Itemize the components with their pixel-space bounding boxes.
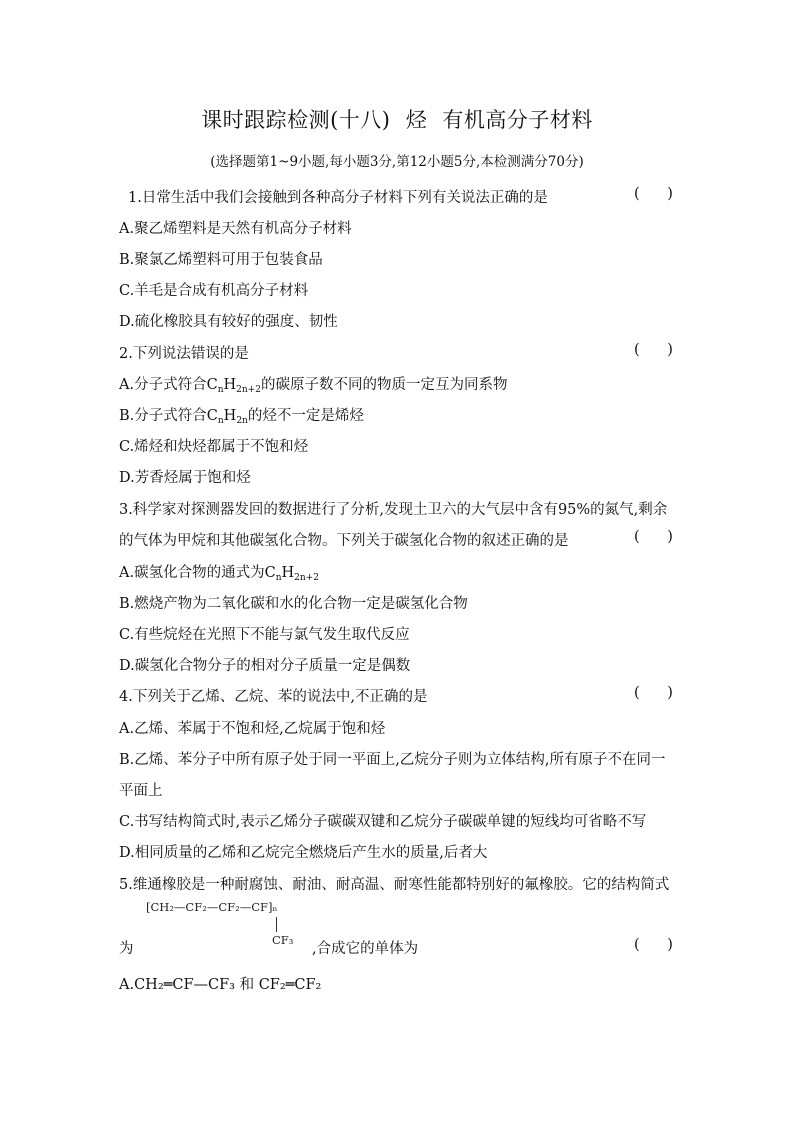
formula-cnh2n2: $C_nH_{2n+2}$ — [206, 377, 261, 395]
q2-option-a: A.分子式符合$C_nH_{2n+2}$的碳原子数不同的物质一定互为同系物 — [119, 377, 508, 395]
q4-option-b-line1: B.乙烯、苯分子中所有原子处于同一平面上,乙烷分子则为立体结构,所有原子不在同一 — [119, 752, 666, 768]
q5-stem-suffix: ,合成它的单体为 — [312, 941, 419, 957]
q2-answer-paren: ( ) — [634, 342, 673, 358]
q5-option-a: A.CH₂═CF—CF₃ 和 CF₂═CF₂ — [119, 977, 322, 993]
q4-option-a: A.乙烯、苯属于不饱和烃,乙烷属于饱和烃 — [119, 721, 386, 737]
title-topic-polymer: 有机高分子材料 — [442, 108, 593, 132]
q5-structure-formula: [CH₂—CF₂—CF₂—CF]ₙ — [146, 900, 278, 914]
q4-option-d: D.相同质量的乙烯和乙烷完全燃烧后产生水的质量,后者大 — [119, 845, 488, 861]
q5-stem-line1: 5.维通橡胶是一种耐腐蚀、耐油、耐高温、耐寒性能都特别好的氟橡胶。它的结构简式 — [119, 877, 670, 893]
q3-stem-line1: 3.科学家对探测器发回的数据进行了分析,发现土卫六的大气层中含有95%的氮气,剩余 — [119, 502, 668, 518]
q2-option-c: C.烯烃和炔烃都属于不饱和烃 — [119, 439, 309, 455]
q1-option-c: C.羊毛是合成有机高分子材料 — [119, 283, 309, 299]
q3-option-d: D.碳氢化合物分子的相对分子质量一定是偶数 — [119, 658, 411, 674]
q4-stem: 4.下列关于乙烯、乙烷、苯的说法中,不正确的是 — [119, 689, 428, 705]
q1-stem: 1.日常生活中我们会接触到各种高分子材料下列有关说法正确的是 — [128, 190, 548, 206]
q3-option-b: B.燃烧产物为二氧化碳和水的化合物一定是碳氢化合物 — [119, 596, 468, 612]
q5-stem-prefix: 为 — [119, 941, 134, 957]
q5-structure-branch-bond — [276, 917, 277, 932]
q5-structure-branch: CF₃ — [272, 933, 294, 947]
title-main: 课时跟踪检测(十八) — [201, 108, 391, 132]
q1-option-d: D.硫化橡胶具有较好的强度、韧性 — [119, 314, 338, 330]
q5-answer-paren: ( ) — [634, 937, 673, 953]
q3-answer-paren: ( ) — [634, 529, 673, 545]
q1-option-b: B.聚氯乙烯塑料可用于包装食品 — [119, 252, 323, 268]
page-subtitle: (选择题第1~9小题,每小题3分,第12小题5分,本检测满分70分) — [210, 154, 584, 170]
q3-option-c: C.有些烷烃在光照下不能与氯气发生取代反应 — [119, 627, 410, 643]
q2-option-b: B.分子式符合$C_nH_{2n}$的烃不一定是烯烃 — [119, 408, 364, 426]
q2-stem: 2.下列说法错误的是 — [119, 346, 249, 362]
q3-stem-line2: 的气体为甲烷和其他碳氢化合物。下列关于碳氢化合物的叙述正确的是 — [119, 533, 569, 549]
q4-option-b-line2: 平面上 — [119, 783, 163, 799]
formula-cnh2n2-general: $C_nH_{2n+2}$ — [264, 565, 319, 583]
q4-option-c: C.书写结构简式时,表示乙烯分子碳碳双键和乙烷分子碳碳单键的短线均可省略不写 — [119, 814, 647, 830]
formula-cnh2n: $C_nH_{2n}$ — [206, 408, 248, 426]
q1-answer-paren: ( ) — [634, 186, 673, 202]
title-topic-hydrocarbon: 烃 — [405, 108, 428, 132]
q2-option-d: D.芳香烃属于饱和烃 — [119, 470, 251, 486]
q1-option-a: A.聚乙烯塑料是天然有机高分子材料 — [119, 221, 352, 237]
q3-option-a: A.碳氢化合物的通式为$C_nH_{2n+2}$ — [119, 565, 319, 583]
page-title — [0, 104, 794, 134]
q4-answer-paren: ( ) — [634, 685, 673, 701]
